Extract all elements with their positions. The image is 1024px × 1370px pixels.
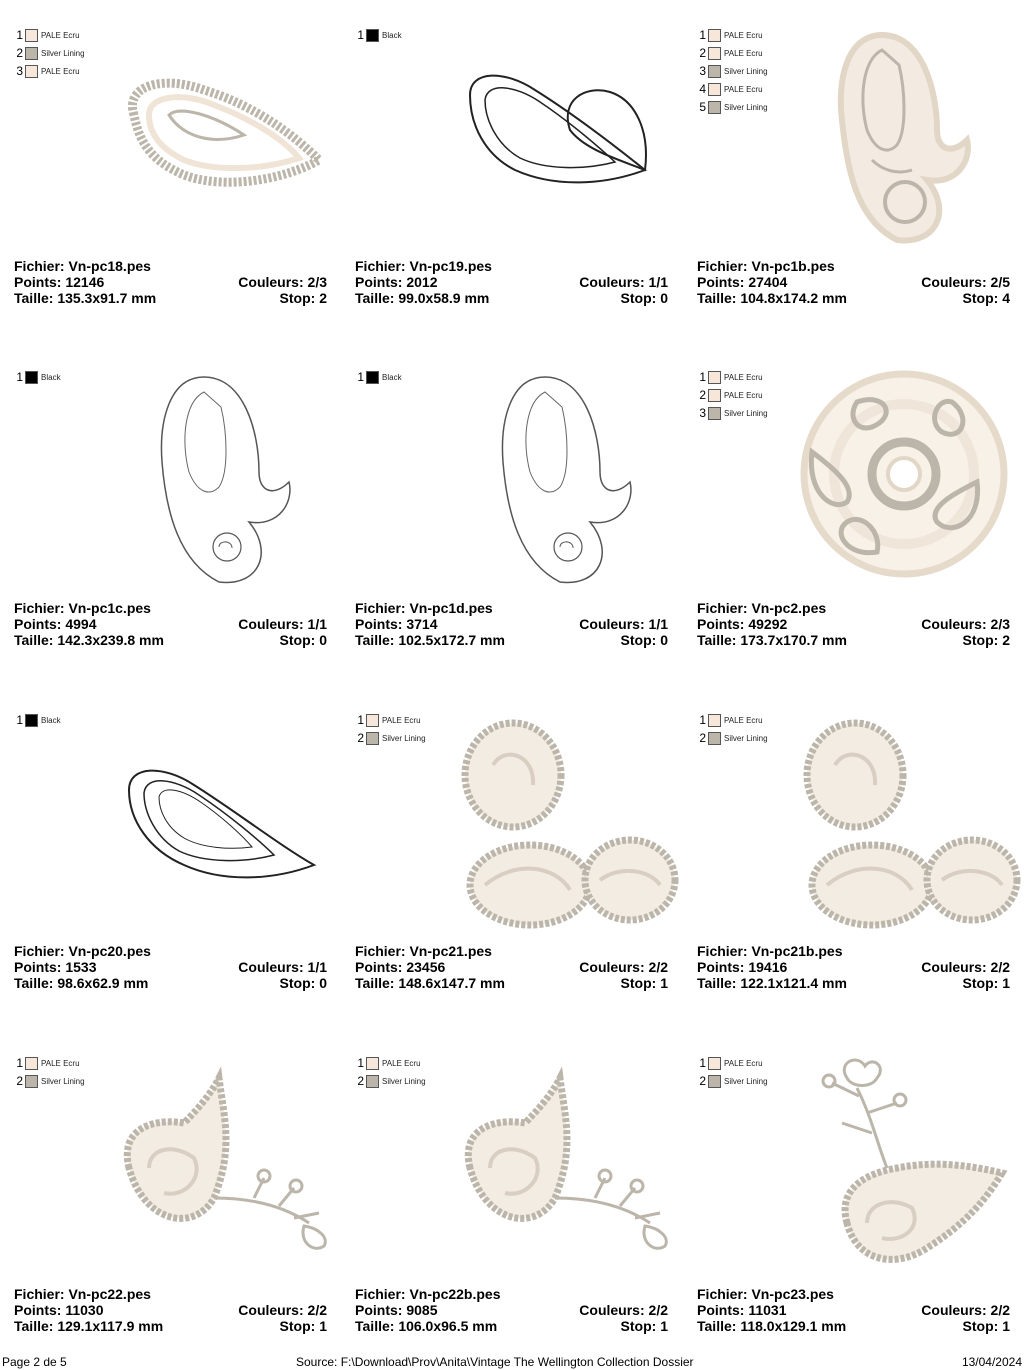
thread-list [12, 368, 61, 386]
thread-swatch [695, 1054, 768, 1072]
size-label: Taille: [355, 632, 395, 648]
design-preview [445, 20, 680, 245]
file-name: Vn-pc1d.pes [409, 600, 493, 616]
thread-number: 1 [699, 370, 706, 384]
points-label: Points: [697, 959, 745, 975]
size-value: 106.0x96.5 mm [398, 1318, 498, 1334]
stop-value: 0 [660, 290, 668, 306]
thread-number: 1 [357, 370, 364, 384]
thread-list [353, 1054, 426, 1090]
thread-number: 2 [357, 731, 364, 745]
source-path: Source: F:\Download\Prov\Anita\Vintage The Wellington Collection Dossier [296, 1355, 694, 1369]
thread-swatch [353, 26, 402, 44]
thread-swatch [12, 44, 85, 62]
size-label: Taille: [697, 290, 737, 306]
thread-list [695, 711, 768, 747]
thread-swatch [695, 26, 768, 44]
design-preview [445, 705, 680, 930]
design-card [6, 342, 347, 684]
thread-name: Silver Lining [724, 66, 768, 76]
thread-number: 1 [699, 28, 706, 42]
thread-color-box [366, 714, 379, 727]
design-card [689, 0, 1024, 342]
size-value: 102.5x172.7 mm [398, 632, 505, 648]
thread-color-box [708, 371, 721, 384]
points-label: Points: [14, 1302, 62, 1318]
thread-name: PALE Ecru [724, 30, 763, 40]
points-value: 49292 [748, 616, 788, 632]
thread-name: PALE Ecru [41, 30, 80, 40]
design-card [689, 342, 1024, 684]
points-value: 9085 [406, 1302, 438, 1318]
size-label: Taille: [14, 1318, 54, 1334]
thread-name: PALE Ecru [724, 48, 763, 58]
thread-number: 1 [16, 28, 23, 42]
thread-list [353, 711, 426, 747]
file-label: Fichier: [697, 258, 748, 274]
size-label: Taille: [355, 975, 395, 991]
file-name: Vn-pc22.pes [68, 1286, 151, 1302]
thread-name: PALE Ecru [41, 66, 80, 76]
thread-color-box [25, 1075, 38, 1088]
size-value: 104.8x174.2 mm [740, 290, 847, 306]
thread-color-box [708, 83, 721, 96]
thread-list [695, 26, 768, 116]
thread-color-box [708, 47, 721, 60]
thread-list [12, 711, 61, 729]
design-info [14, 600, 327, 648]
thread-name: Silver Lining [382, 1076, 426, 1086]
size-label: Taille: [355, 290, 395, 306]
thread-color-box [708, 101, 721, 114]
size-label: Taille: [355, 1318, 395, 1334]
thread-number: 2 [16, 46, 23, 60]
file-label: Fichier: [355, 943, 406, 959]
thread-swatch [353, 729, 426, 747]
thread-number: 2 [16, 1074, 23, 1088]
points-value: 12146 [65, 274, 105, 290]
colors-value: 1/1 [307, 959, 327, 975]
thread-name: Silver Lining [382, 733, 426, 743]
design-info [355, 258, 668, 306]
thread-name: Black [382, 30, 402, 40]
thread-number: 2 [699, 46, 706, 60]
thread-color-box [708, 1075, 721, 1088]
thread-swatch [695, 386, 768, 404]
colors-value: 2/2 [648, 1302, 668, 1318]
points-label: Points: [14, 274, 62, 290]
size-label: Taille: [697, 1318, 737, 1334]
colors-label: Couleurs: [238, 1302, 304, 1318]
thread-number: 1 [357, 1056, 364, 1070]
design-card [6, 685, 347, 1027]
size-value: 118.0x129.1 mm [740, 1318, 847, 1334]
design-card [347, 685, 688, 1027]
size-value: 99.0x58.9 mm [398, 290, 490, 306]
thread-color-box [708, 1057, 721, 1070]
design-preview [104, 362, 339, 587]
file-name: Vn-pc19.pes [409, 258, 492, 274]
thread-list [12, 1054, 85, 1090]
colors-label: Couleurs: [921, 616, 987, 632]
thread-name: Silver Lining [724, 408, 768, 418]
points-value: 3714 [406, 616, 438, 632]
points-value: 11031 [748, 1302, 787, 1318]
thread-swatch [695, 404, 768, 422]
size-label: Taille: [697, 632, 737, 648]
stop-value: 1 [1002, 1318, 1010, 1334]
stop-value: 0 [319, 632, 327, 648]
thread-name: Silver Lining [724, 733, 768, 743]
stop-label: Stop: [962, 632, 999, 648]
colors-label: Couleurs: [579, 616, 645, 632]
colors-value: 1/1 [648, 274, 668, 290]
colors-label: Couleurs: [238, 274, 304, 290]
design-info [697, 258, 1010, 306]
thread-number: 3 [16, 64, 23, 78]
thread-number: 3 [699, 406, 706, 420]
thread-number: 2 [699, 388, 706, 402]
size-value: 148.6x147.7 mm [398, 975, 505, 991]
thread-name: PALE Ecru [382, 1058, 421, 1068]
design-card [347, 342, 688, 684]
thread-swatch [695, 62, 768, 80]
stop-value: 1 [660, 1318, 668, 1334]
design-preview [104, 705, 339, 930]
design-card [6, 0, 347, 342]
stop-value: 1 [319, 1318, 327, 1334]
thread-swatch [12, 1072, 85, 1090]
colors-value: 1/1 [307, 616, 327, 632]
design-preview [104, 20, 339, 245]
points-value: 11030 [65, 1302, 104, 1318]
colors-label: Couleurs: [921, 1302, 987, 1318]
stop-value: 2 [1002, 632, 1010, 648]
thread-name: Black [41, 715, 61, 725]
thread-color-box [366, 1075, 379, 1088]
points-label: Points: [355, 616, 403, 632]
file-name: Vn-pc2.pes [751, 600, 827, 616]
stop-value: 1 [660, 975, 668, 991]
size-label: Taille: [14, 632, 54, 648]
thread-swatch [12, 1054, 85, 1072]
design-card [347, 0, 688, 342]
file-label: Fichier: [14, 600, 65, 616]
points-value: 1533 [65, 959, 97, 975]
points-label: Points: [14, 959, 62, 975]
page-footer [0, 1355, 1024, 1369]
thread-name: Silver Lining [724, 102, 768, 112]
size-value: 135.3x91.7 mm [57, 290, 157, 306]
size-label: Taille: [14, 290, 54, 306]
thread-color-box [708, 389, 721, 402]
points-value: 27404 [748, 274, 788, 290]
thread-number: 1 [699, 713, 706, 727]
thread-swatch [353, 1072, 426, 1090]
colors-value: 2/3 [307, 274, 327, 290]
thread-swatch [695, 1072, 768, 1090]
points-value: 4994 [65, 616, 97, 632]
design-info [14, 258, 327, 306]
colors-value: 2/2 [990, 1302, 1010, 1318]
colors-value: 2/2 [307, 1302, 327, 1318]
thread-color-box [366, 1057, 379, 1070]
file-label: Fichier: [697, 943, 748, 959]
thread-swatch [695, 98, 768, 116]
design-preview [104, 1048, 339, 1273]
thread-swatch [353, 368, 402, 386]
thread-number: 2 [357, 1074, 364, 1088]
thread-color-box [366, 29, 379, 42]
page-number: Page 2 de 5 [2, 1355, 67, 1369]
thread-number: 2 [699, 1074, 706, 1088]
colors-value: 2/5 [990, 274, 1010, 290]
thread-swatch [695, 711, 768, 729]
thread-swatch [695, 368, 768, 386]
stop-label: Stop: [620, 975, 657, 991]
thread-name: Silver Lining [41, 1076, 85, 1086]
design-info [697, 600, 1010, 648]
points-value: 23456 [406, 959, 446, 975]
thread-list [353, 368, 402, 386]
stop-label: Stop: [962, 290, 999, 306]
thread-number: 1 [357, 28, 364, 42]
file-name: Vn-pc1c.pes [68, 600, 151, 616]
thread-list [695, 368, 768, 422]
design-card [347, 1028, 688, 1370]
design-info [355, 1286, 668, 1334]
thread-name: Silver Lining [41, 48, 85, 58]
points-value: 2012 [406, 274, 438, 290]
thread-color-box [708, 714, 721, 727]
size-value: 173.7x170.7 mm [740, 632, 847, 648]
file-name: Vn-pc1b.pes [751, 258, 835, 274]
thread-number: 2 [699, 731, 706, 745]
points-label: Points: [697, 1302, 745, 1318]
thread-swatch [12, 62, 85, 80]
thread-list [353, 26, 402, 44]
thread-number: 1 [16, 713, 23, 727]
thread-number: 1 [16, 1056, 23, 1070]
stop-value: 0 [319, 975, 327, 991]
file-name: Vn-pc18.pes [68, 258, 151, 274]
thread-list [12, 26, 85, 80]
design-card [689, 685, 1024, 1027]
file-name: Vn-pc21.pes [409, 943, 492, 959]
stop-value: 0 [660, 632, 668, 648]
thread-name: Black [382, 372, 402, 382]
stop-label: Stop: [620, 632, 657, 648]
design-card [689, 1028, 1024, 1370]
design-info [697, 1286, 1010, 1334]
thread-list [695, 1054, 768, 1090]
thread-name: PALE Ecru [41, 1058, 80, 1068]
thread-color-box [708, 407, 721, 420]
design-preview [445, 362, 680, 587]
points-label: Points: [14, 616, 62, 632]
size-value: 98.6x62.9 mm [57, 975, 149, 991]
stop-label: Stop: [620, 290, 657, 306]
design-card [6, 1028, 347, 1370]
size-value: 129.1x117.9 mm [57, 1318, 164, 1334]
thread-swatch [695, 44, 768, 62]
file-label: Fichier: [355, 258, 406, 274]
thread-swatch [353, 1054, 426, 1072]
design-preview [445, 1048, 680, 1273]
colors-label: Couleurs: [921, 959, 987, 975]
thread-name: PALE Ecru [724, 372, 763, 382]
thread-number: 3 [699, 64, 706, 78]
thread-color-box [366, 371, 379, 384]
colors-value: 1/1 [648, 616, 668, 632]
thread-color-box [708, 732, 721, 745]
size-value: 122.1x121.4 mm [740, 975, 847, 991]
file-label: Fichier: [697, 600, 748, 616]
stop-label: Stop: [620, 1318, 657, 1334]
thread-swatch [12, 26, 85, 44]
stop-label: Stop: [279, 290, 316, 306]
stop-label: Stop: [279, 632, 316, 648]
file-name: Vn-pc21b.pes [751, 943, 843, 959]
thread-color-box [366, 732, 379, 745]
stop-label: Stop: [962, 1318, 999, 1334]
stop-value: 4 [1002, 290, 1010, 306]
design-info [355, 943, 668, 991]
points-value: 19416 [748, 959, 788, 975]
thread-name: Black [41, 372, 61, 382]
stop-label: Stop: [279, 975, 316, 991]
file-name: Vn-pc22b.pes [409, 1286, 501, 1302]
design-info [14, 1286, 327, 1334]
thread-color-box [25, 47, 38, 60]
design-info [14, 943, 327, 991]
thread-swatch [12, 368, 61, 386]
colors-value: 2/3 [990, 616, 1010, 632]
points-label: Points: [355, 274, 403, 290]
stop-label: Stop: [279, 1318, 316, 1334]
print-date: 13/04/2024 [961, 1355, 1022, 1369]
thread-name: PALE Ecru [382, 715, 421, 725]
design-preview [787, 1048, 1022, 1273]
thread-name: Silver Lining [724, 1076, 768, 1086]
thread-color-box [25, 1057, 38, 1070]
size-value: 142.3x239.8 mm [57, 632, 164, 648]
thread-name: PALE Ecru [724, 84, 763, 94]
stop-label: Stop: [962, 975, 999, 991]
thread-color-box [708, 29, 721, 42]
thread-color-box [708, 65, 721, 78]
colors-label: Couleurs: [238, 616, 304, 632]
stop-value: 1 [1002, 975, 1010, 991]
colors-label: Couleurs: [579, 1302, 645, 1318]
thread-number: 1 [699, 1056, 706, 1070]
file-label: Fichier: [14, 258, 65, 274]
thread-color-box [25, 371, 38, 384]
file-label: Fichier: [355, 1286, 406, 1302]
thread-color-box [25, 29, 38, 42]
thread-name: PALE Ecru [724, 715, 763, 725]
colors-label: Couleurs: [238, 959, 304, 975]
thread-name: PALE Ecru [724, 390, 763, 400]
colors-label: Couleurs: [579, 959, 645, 975]
points-label: Points: [355, 959, 403, 975]
thread-swatch [12, 711, 61, 729]
points-label: Points: [697, 274, 745, 290]
file-label: Fichier: [355, 600, 406, 616]
points-label: Points: [697, 616, 745, 632]
file-label: Fichier: [697, 1286, 748, 1302]
design-preview [787, 362, 1022, 587]
points-label: Points: [355, 1302, 403, 1318]
design-preview [787, 20, 1022, 245]
file-label: Fichier: [14, 943, 65, 959]
thread-color-box [25, 65, 38, 78]
thread-number: 1 [357, 713, 364, 727]
colors-label: Couleurs: [921, 274, 987, 290]
thread-number: 5 [699, 100, 706, 114]
thread-number: 4 [699, 82, 706, 96]
size-label: Taille: [697, 975, 737, 991]
design-info [697, 943, 1010, 991]
design-preview [787, 705, 1022, 930]
thread-name: PALE Ecru [724, 1058, 763, 1068]
file-label: Fichier: [14, 1286, 65, 1302]
thread-swatch [695, 729, 768, 747]
design-info [355, 600, 668, 648]
colors-value: 2/2 [648, 959, 668, 975]
size-label: Taille: [14, 975, 54, 991]
thread-swatch [353, 711, 426, 729]
thread-number: 1 [16, 370, 23, 384]
colors-value: 2/2 [990, 959, 1010, 975]
stop-value: 2 [319, 290, 327, 306]
thread-color-box [25, 714, 38, 727]
file-name: Vn-pc20.pes [68, 943, 151, 959]
file-name: Vn-pc23.pes [751, 1286, 834, 1302]
colors-label: Couleurs: [579, 274, 645, 290]
thread-swatch [695, 80, 768, 98]
